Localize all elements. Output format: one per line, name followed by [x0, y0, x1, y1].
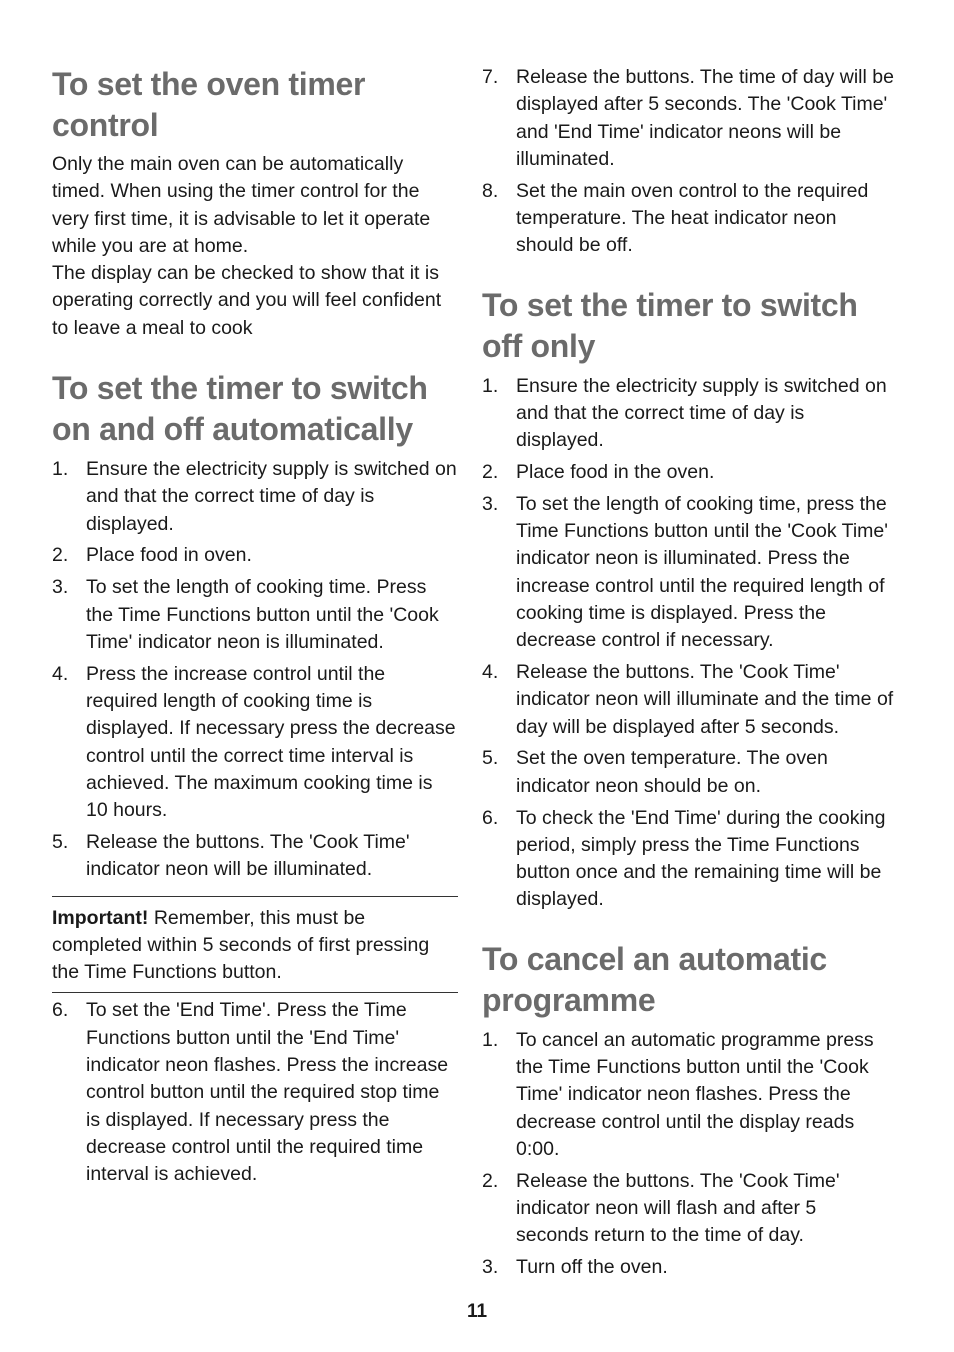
step-number: 4.	[52, 662, 69, 685]
step-text: Release the buttons. The 'Cook Time' indicator neon will flash and after 5 seconds return to the time of day.	[516, 1169, 840, 1247]
list-item	[482, 745, 894, 800]
step-text: Release the buttons. The 'Cook Time' indicator neon will be illuminated.	[86, 830, 410, 881]
step-number: 3.	[52, 576, 69, 599]
steps-list-cancel	[482, 1027, 894, 1282]
step-text: Turn off the oven.	[516, 1256, 668, 1279]
step-text: Place food in oven.	[86, 544, 252, 567]
step-text: To set the length of cooking time. Press the Time Functions button until the 'Cook Time' indicator neon is illuminated.	[86, 576, 439, 653]
heading-cancel-automatic-programme: To cancel an automatic programme	[482, 940, 827, 1018]
page-number: 11	[466, 1301, 488, 1322]
step-number: 4.	[482, 661, 499, 684]
step-number: 2.	[52, 544, 69, 567]
step-number: 5.	[52, 830, 69, 853]
intro-paragraph-1: Only the main oven can be automatically timed. When using the timer control for the very first time, it is advisable to let it operate while you are at home.	[52, 153, 431, 257]
list-item	[482, 1027, 894, 1163]
divider-top	[52, 896, 458, 897]
important-text: Remember, this must be completed within 5 seconds of first pressing the Time Functions button.	[52, 906, 430, 984]
list-item	[52, 829, 458, 884]
step-number: 2.	[482, 1169, 499, 1192]
steps-list-continued	[482, 64, 894, 260]
list-item	[482, 64, 894, 173]
step-text: Release the buttons. The time of day will be displayed after 5 seconds. The 'Cook Time' and 'End Time' indicator neons will be illuminated.	[516, 66, 894, 170]
list-item	[482, 1254, 894, 1281]
list-item	[482, 459, 894, 486]
right-column	[482, 0, 894, 1281]
list-item	[482, 178, 894, 260]
step-number: 3.	[482, 492, 499, 515]
steps-list-end-time	[52, 997, 458, 1188]
step-text: To cancel an automatic programme press the Time Functions button until the 'Cook Time' indicator neon flashes. Press the decrease control until the display reads 0:00.	[516, 1028, 874, 1160]
step-number: 7.	[482, 66, 499, 88]
step-text: Ensure the electricity supply is switched on and that the correct time of day is displayed.	[516, 374, 887, 452]
intro-paragraph-2: The display can be checked to show that it is operating correctly and you will feel confident to leave a meal to cook	[52, 262, 442, 339]
step-text: Ensure the electricity supply is switched on and that the correct time of day is displayed.	[86, 458, 457, 535]
step-text: Place food in the oven.	[516, 460, 715, 483]
step-text: Press the increase control until the required length of cooking time is displayed. If necessary press the decrease control until the correct time interval is achieved. The maximum cooking time is 10 hours.	[86, 662, 456, 822]
heading-switch-on-off-automatically: To set the timer to switch on and off automatically	[52, 370, 428, 448]
important-label: Important!	[52, 906, 149, 929]
step-number: 1.	[482, 374, 499, 397]
step-text: Release the buttons. The 'Cook Time' indicator neon will illuminate and the time of day will be displayed after 5 seconds.	[516, 661, 894, 738]
list-item	[52, 661, 458, 825]
step-number: 3.	[482, 1256, 499, 1279]
list-item	[482, 659, 894, 741]
step-text: To check the 'End Time' during the cooking period, simply press the Time Functions button once and the remaining time will be displayed.	[516, 806, 886, 911]
list-item	[482, 1168, 894, 1250]
step-number: 8.	[482, 179, 499, 202]
heading-oven-timer-control: To set the oven timer control	[52, 66, 366, 143]
list-item	[52, 574, 458, 656]
list-item	[482, 491, 894, 655]
important-note	[52, 905, 458, 987]
list-item	[52, 997, 458, 1188]
list-item	[52, 456, 458, 538]
step-text: To set the 'End Time'. Press the Time Functions button until the 'End Time' indicator neon flashes. Press the increase control button until the required stop time is displayed. If necessary press the decrease control until the required time interval is achieved.	[86, 999, 449, 1186]
step-text: Set the oven temperature. The oven indicator neon should be on.	[516, 747, 828, 797]
divider-bottom	[52, 992, 458, 993]
left-column	[52, 0, 458, 1189]
step-number: 6.	[52, 999, 69, 1022]
heading-switch-off-only: To set the timer to switch off only	[482, 286, 858, 364]
list-item	[482, 805, 894, 914]
list-item	[52, 542, 458, 569]
step-number: 1.	[482, 1028, 499, 1051]
step-number: 2.	[482, 460, 499, 483]
steps-list-on-off	[52, 456, 458, 883]
step-number: 5.	[482, 747, 499, 770]
steps-list-off-only	[482, 373, 894, 914]
list-item	[482, 373, 894, 455]
step-number: 1.	[52, 458, 69, 481]
step-text: Set the main oven control to the required temperature. The heat indicator neon should be off.	[516, 179, 869, 257]
step-text: To set the length of cooking time, press the Time Functions button until the 'Cook Time' indicator neon is illuminated. Press the increase control until the required length of cooking time is displayed. Press the decrease control if necessary.	[516, 492, 888, 652]
step-number: 6.	[482, 806, 499, 829]
